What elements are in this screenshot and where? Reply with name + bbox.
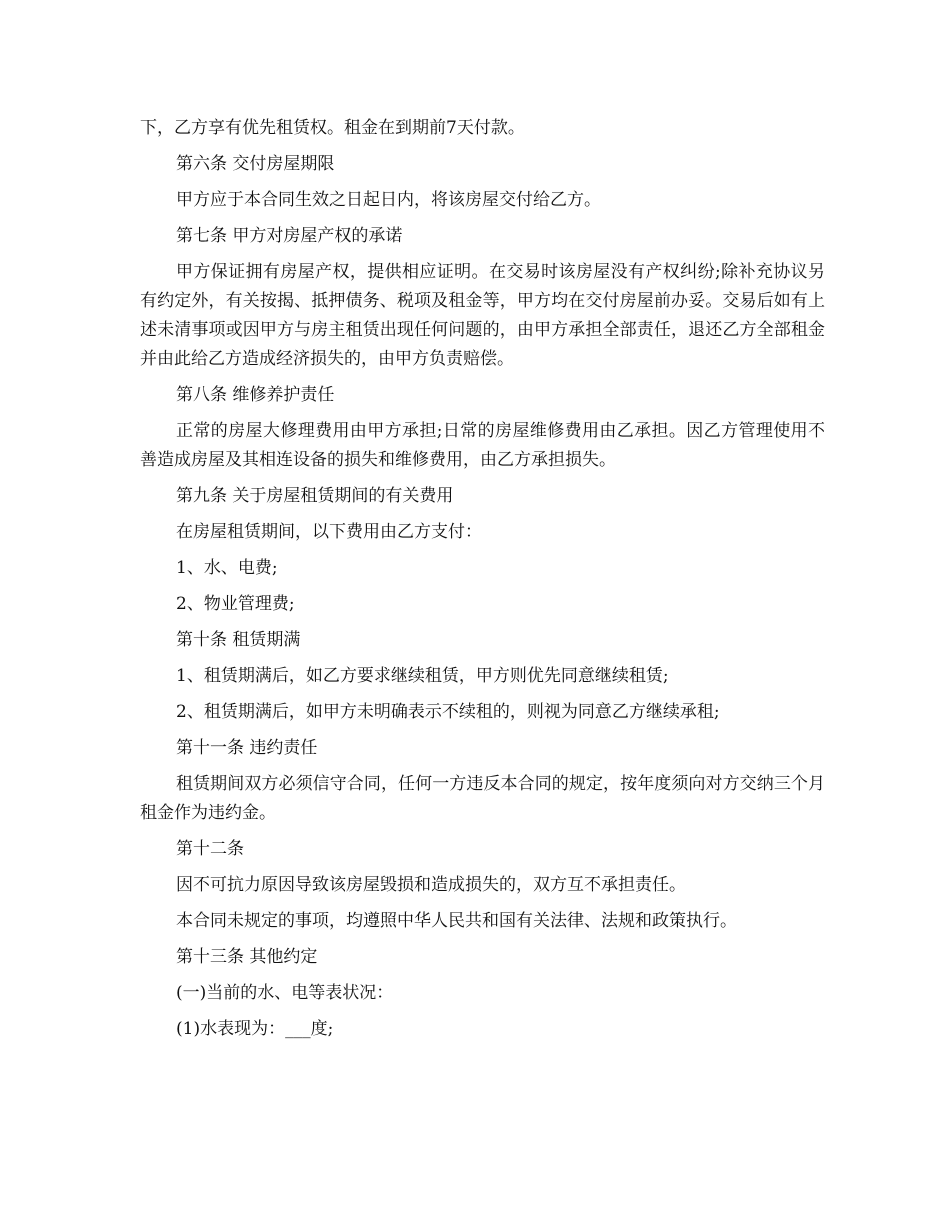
contract-body	[140, 114, 825, 1051]
article-11-heading: 第十一条 违约责任	[176, 738, 318, 758]
article-8-heading: 第八条 维修养护责任	[176, 385, 335, 405]
article-6-body: 甲方应于本合同生效之日起日内，将该房屋交付给乙方。	[176, 190, 601, 210]
article-6-heading: 第六条 交付房屋期限	[176, 154, 335, 174]
article-12-body-1: 因不可抗力原因导致该房屋毁损和造成损失的，双方互不承担责任。	[176, 875, 686, 895]
article-12-body-2: 本合同未规定的事项，均遵照中华人民共和国有关法律、法规和政策执行。	[176, 911, 737, 931]
article-9-item-1: 1、水、电费;	[176, 558, 278, 578]
paragraph-continuation: 下，乙方享有优先租赁权。租金在到期前7天付款。	[140, 118, 525, 138]
article-7-body: 甲方保证拥有房屋产权，提供相应证明。在交易时该房屋没有产权纠纷;除补充协议另有约定外，有关按揭、抵押债务、税项及租金等，甲方均在交付房屋前办妥。交易后如有上述未清事项或因甲方与房主租赁出现任何问题的，由甲方承担全部责任，退还乙方全部租金并由此给乙方造成经济损失的，由甲方负责赔偿。	[140, 262, 825, 369]
article-10-item-1: 1、租赁期满后，如乙方要求继续租赁，甲方则优先同意继续租赁;	[176, 666, 669, 686]
article-9-heading: 第九条 关于房屋租赁期间的有关费用	[176, 486, 454, 506]
article-8-body: 正常的房屋大修理费用由甲方承担;日常的房屋维修费用由乙承担。因乙方管理使用不善造成房屋及其相连设备的损失和维修费用，由乙方承担损失。	[140, 421, 825, 470]
article-7-heading: 第七条 甲方对房屋产权的承诺	[176, 226, 403, 246]
article-12-heading: 第十二条	[176, 839, 244, 859]
article-13-heading: 第十三条 其他约定	[176, 947, 318, 967]
article-9-body: 在房屋租赁期间，以下费用由乙方支付：	[176, 522, 482, 542]
article-13-item-meters: (一)当前的水、电等表状况：	[176, 983, 394, 1003]
article-9-item-2: 2、物业管理费;	[176, 594, 295, 614]
article-10-item-2: 2、租赁期满后，如甲方未明确表示不续租的，则视为同意乙方继续承租;	[176, 702, 720, 722]
article-13-item-water-meter: (1)水表现为：___度;	[176, 1019, 334, 1039]
article-11-body: 租赁期间双方必须信守合同，任何一方违反本合同的规定，按年度须向对方交纳三个月租金作为违约金。	[140, 774, 825, 823]
article-10-heading: 第十条 租赁期满	[176, 630, 301, 650]
